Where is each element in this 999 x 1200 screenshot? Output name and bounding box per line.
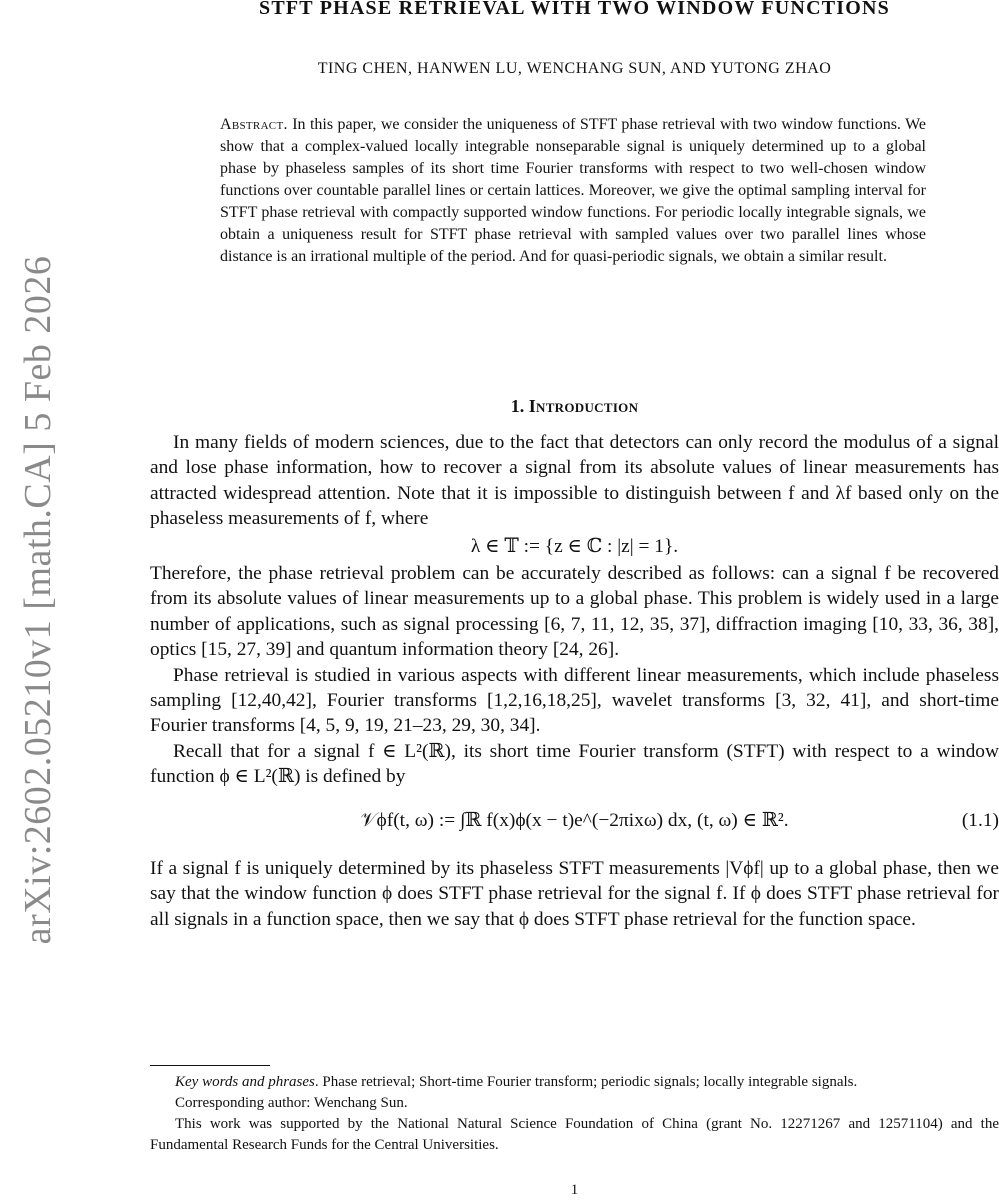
section-title: Introduction	[528, 396, 639, 416]
arxiv-identifier-stamp: arXiv:2602.05210v1 [math.CA] 5 Feb 2026	[17, 255, 59, 945]
keywords-text: . Phase retrieval; Short-time Fourier transform; periodic signals; locally integrable signals.	[314, 1074, 858, 1090]
paragraph-phase-retrieval-def: If a signal f is uniquely determined by its phaseless STFT measurements |Vϕf| up to a global phase, then we say that the window function ϕ does STFT phase retrieval for the signal f. If ϕ does STFT phase retrieval for all signals in a function space, then we say that ϕ does STFT phase retrieval for the function space.	[150, 857, 999, 930]
body-text	[150, 430, 999, 932]
abstract-text: In this paper, we consider the uniqueness of STFT phase retrieval with two window functions. We show that a complex-valued locally integrable nonseparable signal is uniquely determined up to a global phase by phaseless samples of its short time Fourier transforms with respect to two well-chosen window functions over countable parallel lines or certain lattices. Moreover, we give the optimal sampling interval for STFT phase retrieval with compactly supported window functions. For periodic locally integrable signals, we obtain a uniqueness result for STFT phase retrieval with sampled values over two parallel lines whose distance is an irrational multiple of the period. And for quasi-periodic signals, we obtain a similar result.	[220, 116, 926, 265]
equation-stft-block	[150, 796, 999, 850]
abstract	[220, 114, 926, 268]
equation-stft: 𝒱ϕf(t, ω) := ∫ℝ f(x)ϕ(x − t)e^(−2πixω) dx, (t, ω) ∈ ℝ².	[360, 809, 789, 831]
footnote-rule	[150, 1065, 270, 1066]
page-number: 1	[570, 1182, 579, 1198]
equation-lambda: λ ∈ 𝕋 := {z ∈ ℂ : |z| = 1}.	[470, 535, 679, 557]
footnotes	[150, 1072, 999, 1156]
footnote-keywords	[150, 1072, 999, 1093]
paragraph-problem: Therefore, the phase retrieval problem can be accurately described as follows: can a signal f be recovered from its absolute values of linear measurements up to a global phase. This problem is widely used in a large number of applications, such as signal processing [6, 7, 11, 12, 35, 37], diffraction imaging [10, 33, 36, 38], optics [15, 27, 39] and quantum information theory [24, 26].	[150, 563, 999, 661]
keywords-label: Key words and phrases	[175, 1074, 315, 1090]
equation-number: (1.1)	[961, 809, 999, 831]
footnote-funding: This work was supported by the National Natural Science Foundation of China (grant No. 12271267 and 12571104) and the Fundamental Research Funds for the Central Universities.	[150, 1116, 999, 1153]
section-number: 1.	[510, 396, 525, 416]
author-list: TING CHEN, HANWEN LU, WENCHANG SUN, AND YUTONG ZHAO	[317, 60, 832, 77]
paragraph-stft-definition: Recall that for a signal f ∈ L²(ℝ), its short time Fourier transform (STFT) with respect to a window function ϕ ∈ L²(ℝ) is defined by	[150, 740, 999, 788]
abstract-label: Abstract.	[220, 116, 288, 133]
paragraph-measurements: Phase retrieval is studied in various aspects with different linear measurements, which include phaseless sampling [12,40,42], Fourier transforms [1,2,16,18,25], wavelet transforms [3, 32, 41], and short-time Fourier transforms [4, 5, 9, 19, 21–23, 29, 30, 34].	[150, 664, 999, 737]
footnote-corresponding-author: Corresponding author: Wenchang Sun.	[175, 1095, 408, 1111]
section-heading	[150, 396, 999, 417]
paragraph-motivation: In many fields of modern sciences, due to the fact that detectors can only record the modulus of a signal and lose phase information, how to recover a signal from its absolute values of linear measurements has attracted widespread attention. Note that it is impossible to distinguish between f and λf based only on the phaseless measurements of f, where	[150, 432, 999, 530]
paper-title: STFT PHASE RETRIEVAL WITH TWO WINDOW FUNCTIONS	[259, 0, 890, 19]
